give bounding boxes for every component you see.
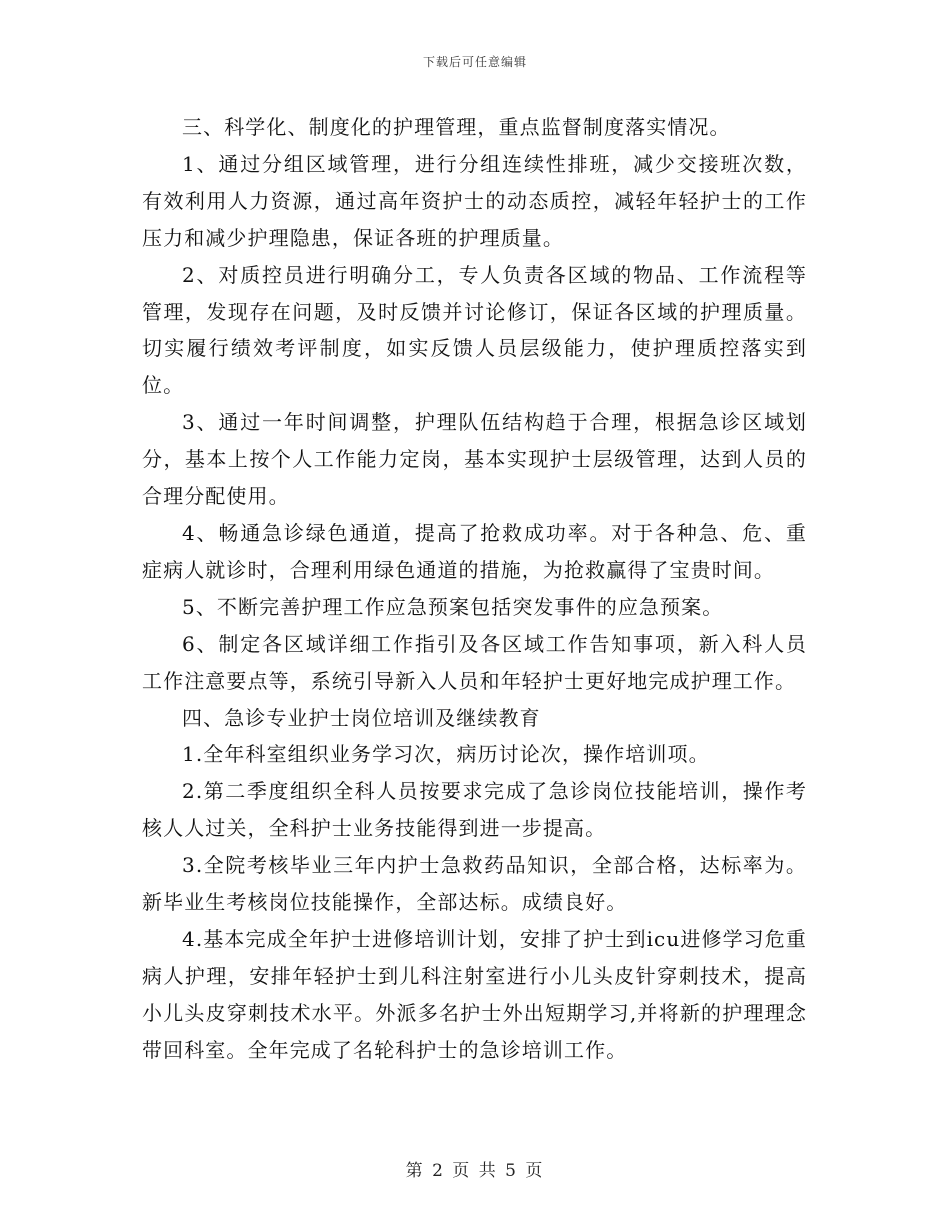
paragraph-item-4: 4、畅通急诊绿色通道，提高了抢救成功率。对于各种急、危、重症病人就诊时，合理利用绿色通道的措施，为抢救赢得了宝贵时间。 [142, 520, 807, 582]
training-item-3: 3.全院考核毕业三年内护士急救药品知识，全部合格，达标率为。新毕业生考核岗位技能操作，全部达标。成绩良好。 [142, 853, 807, 915]
section-heading-4: 四、急诊专业护士岗位培训及继续教育 [182, 705, 541, 730]
document-body [142, 109, 807, 1069]
training-item-2: 2.第二季度组织全科人员按要求完成了急诊岗位技能培训，操作考核人人过关，全科护士业务技能得到进一步提高。 [142, 779, 807, 841]
training-item-4: 4.基本完成全年护士进修培训计划，安排了护士到icu进修学习危重病人护理，安排年轻护士到儿科注射室进行小儿头皮针穿刺技术，提高小儿头皮穿刺技术水平。外派多名护士外出短期学习,并将新的护理理念带回科室。全年完成了名轮科护士的急诊培训工作。 [142, 926, 807, 1062]
header-note: 下载后可任意编辑 [422, 55, 527, 69]
paragraph-item-3: 3、通过一年时间调整，护理队伍结构趋于合理，根据急诊区域划分，基本上按个人工作能力定岗，基本实现护士层级管理，达到人员的合理分配使用。 [142, 410, 807, 509]
paragraph-item-2: 2、对质控员进行明确分工，专人负责各区域的物品、工作流程等管理，发现存在问题，及时反馈并讨论修订，保证各区域的护理质量。切实履行绩效考评制度，如实反馈人员层级能力，使护理质控落实到位。 [142, 262, 807, 398]
training-item-1: 1.全年科室组织业务学习次，病历讨论次，操作培训项。 [182, 742, 710, 767]
paragraph-item-6: 6、制定各区域详细工作指引及各区域工作告知事项，新入科人员工作注意要点等，系统引导新入人员和年轻护士更好地完成护理工作。 [142, 631, 807, 693]
paragraph-item-1: 1、通过分组区域管理，进行分组连续性排班，减少交接班次数，有效利用人力资源，通过高年资护士的动态质控，减轻年轻护士的工作压力和减少护理隐患，保证各班的护理质量。 [142, 151, 807, 250]
section-heading-3: 三、科学化、制度化的护理管理，重点监督制度落实情况。 [182, 115, 731, 139]
paragraph-item-5: 5、不断完善护理工作应急预案包括突发事件的应急预案。 [182, 594, 724, 619]
page-number: 第 2 页 共 5 页 [405, 1161, 545, 1181]
